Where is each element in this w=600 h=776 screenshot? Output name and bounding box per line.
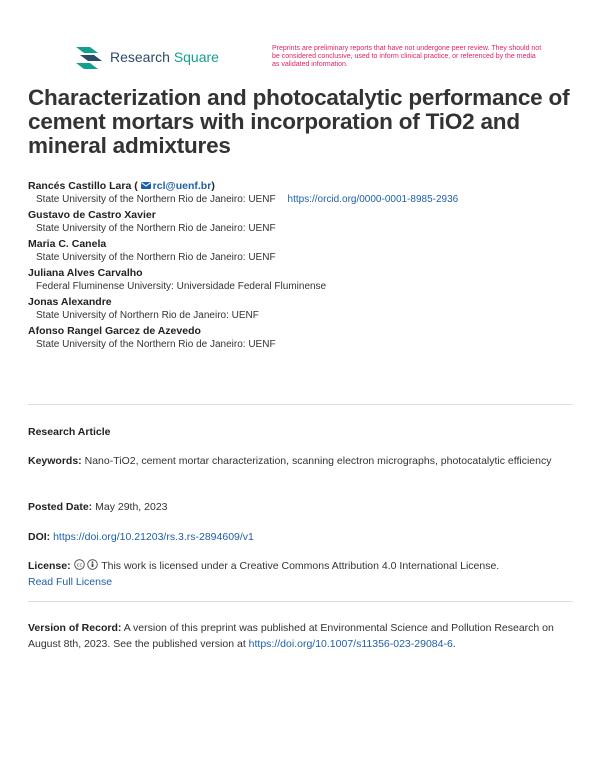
posted-date-label: Posted Date:: [28, 501, 93, 513]
doi-label: DOI:: [28, 531, 51, 543]
author-name: Maria C. Canela: [28, 238, 107, 250]
svg-text:cc: cc: [76, 562, 82, 569]
doi-link[interactable]: https://doi.org/10.21203/rs.3.rs-2894609/v1: [53, 531, 254, 543]
divider: [28, 601, 573, 602]
author-affiliation: State University of the Northern Rio de Janeiro: UENF: [36, 252, 276, 263]
orcid-link[interactable]: https://orcid.org/0000-0001-8985-2936: [287, 194, 459, 205]
cc-icon: [74, 559, 85, 570]
author-entry: [28, 180, 573, 206]
doi: [28, 529, 573, 545]
envelope-icon: [141, 182, 151, 189]
read-full-license-link[interactable]: Read Full License: [28, 576, 113, 588]
brand-name: [110, 49, 219, 65]
author-entry: [28, 209, 573, 235]
author-affiliation: Federal Fluminense University: Universidade Federal Fluminense: [36, 281, 327, 292]
author-name: Juliana Alves Carvalho: [28, 267, 143, 279]
brand-name-part2: Square: [173, 49, 219, 65]
author-entry: [28, 267, 573, 293]
author-affiliation: State University of the Northern Rio de Janeiro: UENF: [36, 223, 276, 234]
paper-title: Characterization and photocatalytic performance of cement mortars with incorporation of TiO2 and mineral admixtures: [28, 85, 570, 158]
keywords-label: Keywords:: [28, 455, 82, 467]
keywords: [28, 453, 573, 469]
author-entry: [28, 296, 573, 322]
version-of-record-label: Version of Record:: [28, 622, 122, 634]
article-type: Research Article: [28, 426, 111, 438]
license-text: This work is licensed under a Creative Commons Attribution 4.0 International License.: [101, 560, 500, 572]
author-name: Afonso Rangel Garcez de Azevedo: [28, 325, 201, 337]
author-name: Rancés Castillo Lara ( rcl@uenf.br): [28, 180, 215, 192]
license-label: License:: [28, 560, 71, 572]
version-of-record-end: .: [452, 638, 456, 650]
version-of-record: [28, 620, 573, 652]
author-entry: [28, 238, 573, 264]
published-version-link[interactable]: https://doi.org/10.1007/s11356-023-29084-6: [248, 638, 453, 650]
author-entry: [28, 325, 573, 351]
posted-date-value: May 29th, 2023: [95, 501, 168, 513]
author-name: Jonas Alexandre: [28, 296, 112, 308]
author-affiliation: State University of the Northern Rio de Janeiro: UENF https://orcid.org/0000-0001-8985-2936: [36, 194, 459, 205]
by-icon: [87, 559, 98, 570]
version-of-record-text: A version of this preprint was published at Environmental Science and Pollution Research on August 8th, 2023. See the published version at: [28, 622, 554, 650]
author-name: Gustavo de Castro Xavier: [28, 209, 156, 221]
author-email-link[interactable]: rcl@uenf.br: [138, 180, 212, 192]
license: [28, 558, 573, 590]
author-affiliation: State University of Northern Rio de Janeiro: UENF: [36, 310, 259, 321]
author-list: [28, 180, 573, 354]
divider: [28, 404, 573, 405]
keywords-value: Nano-TiO2, cement mortar characterization, scanning electron micrographs, photocatalytic efficiency: [84, 455, 552, 467]
author-affiliation: State University of the Northern Rio de Janeiro: UENF: [36, 339, 276, 350]
brand-name-part1: Research: [110, 49, 170, 65]
research-square-logo: [74, 44, 219, 70]
preprint-disclaimer: Preprints are preliminary reports that have not undergone peer review. They should not be considered conclusive, used to inform clinical practice, or referenced by the media as validated information.: [272, 45, 542, 68]
research-square-logo-icon: [74, 44, 104, 70]
posted-date: [28, 499, 573, 515]
